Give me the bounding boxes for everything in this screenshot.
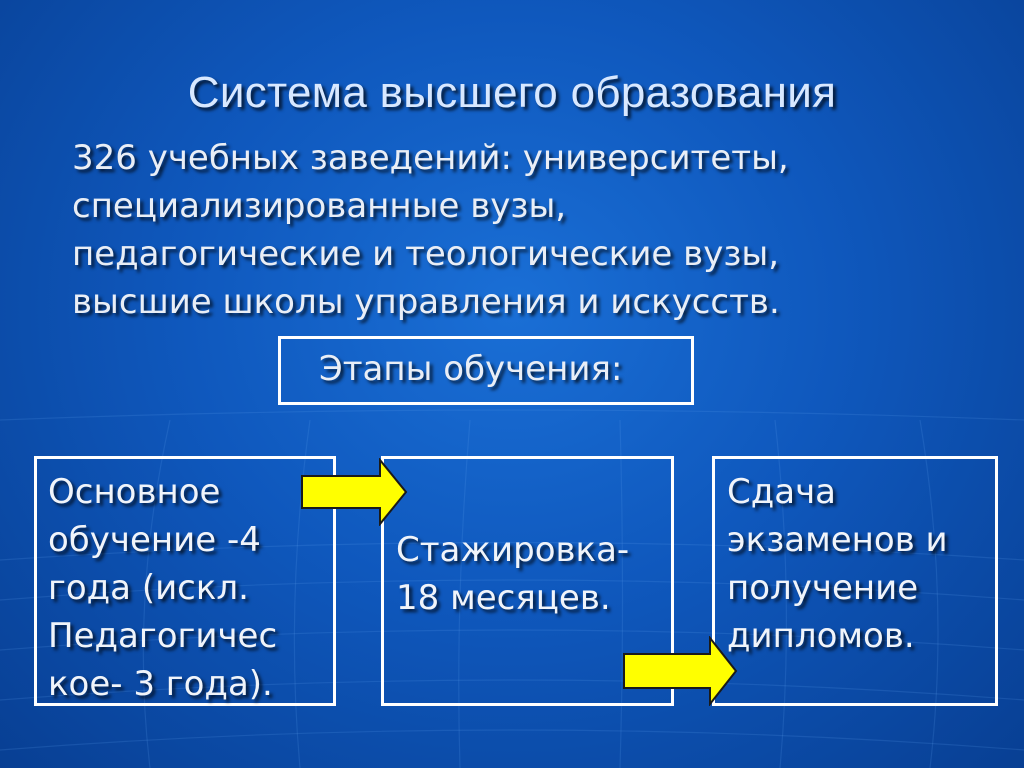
stage-line: Стажировка- [396,530,630,570]
stage-line: Основное [48,472,221,512]
stage-line: обучение -4 [48,520,261,560]
slide-title: Система высшего образования [187,68,837,117]
stage-line: дипломов. [727,616,915,656]
stage-line: Педагогичес [48,616,278,656]
stage-line: 18 месяцев. [396,578,611,618]
stages-heading-box [278,336,694,405]
institutions-text [72,134,1012,326]
text-line: 326 учебных заведений: университеты, [72,138,789,178]
stage-text [396,526,629,622]
stage-line: экзаменов и [727,520,948,560]
stage-exams-box [712,456,998,706]
right-arrow-icon [622,636,738,706]
stage-text [48,468,277,708]
right-arrow-icon [300,458,408,526]
stage-line: года (искл. [48,568,249,608]
text-line: специализированные вузы, [72,186,567,226]
stage-line: получение [727,568,919,608]
text-line: высшие школы управления и искусств. [72,282,780,322]
stages-heading: Этапы обучения: [319,349,623,389]
stage-text [727,468,948,660]
text-line: педагогические и теологические вузы, [72,234,780,274]
stage-basic-education-box [34,456,336,706]
stage-line: Сдача [727,472,837,512]
stage-line: кое- 3 года). [48,664,273,704]
